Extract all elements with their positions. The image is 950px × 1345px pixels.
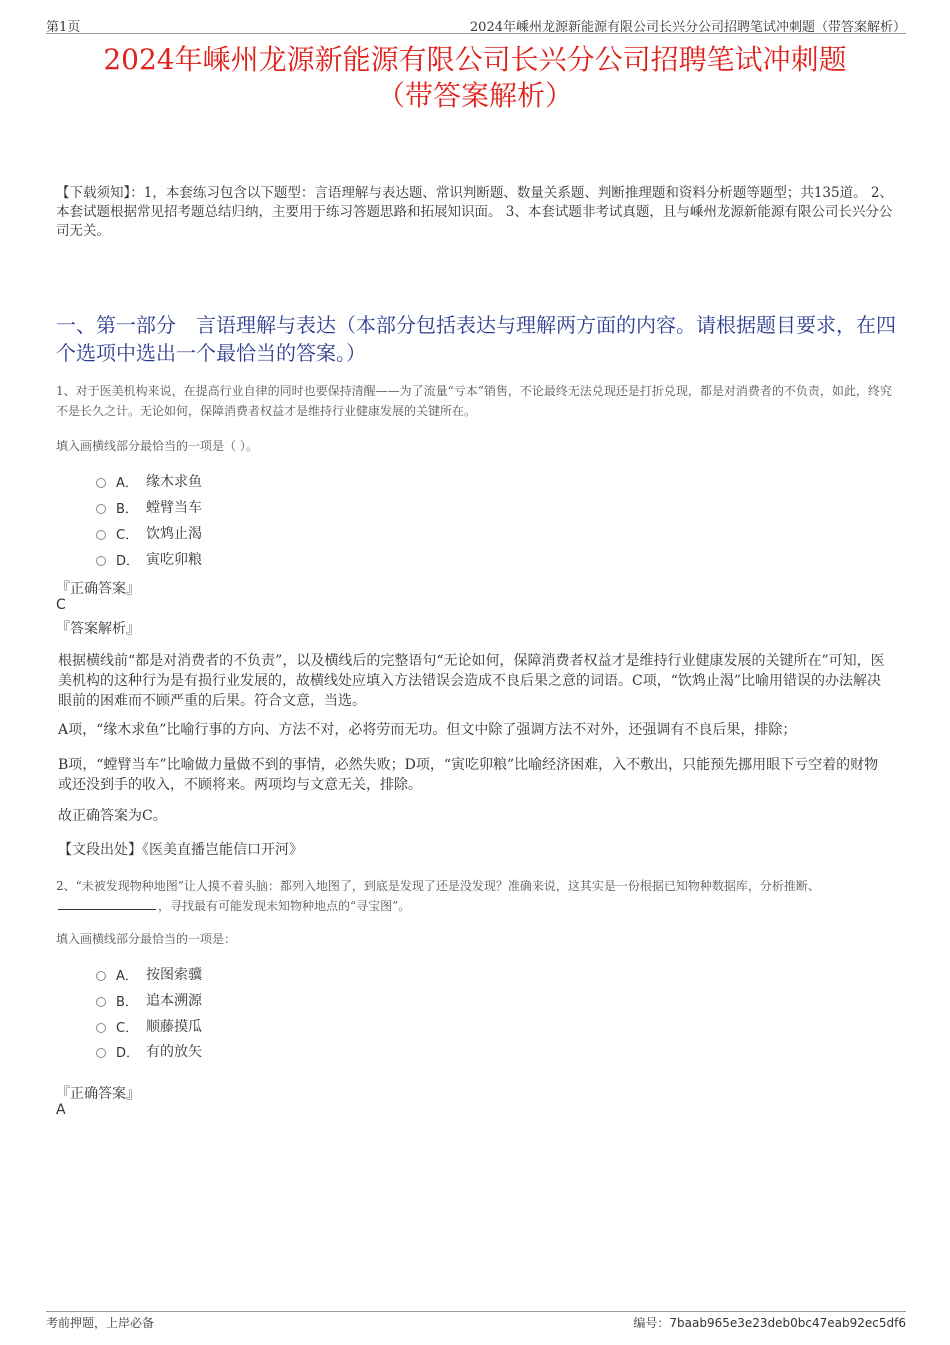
option-key: A．	[116, 968, 138, 984]
question-2-text	[56, 876, 896, 916]
header-divider	[46, 33, 906, 34]
option-text: 追本溯源	[146, 993, 202, 1009]
question-1-option-c[interactable]	[96, 523, 202, 543]
question-1-analysis-label: 『答案解析』	[56, 621, 140, 637]
question-1-option-a[interactable]	[96, 471, 202, 491]
option-key: B．	[116, 994, 138, 1010]
radio-icon[interactable]	[96, 997, 106, 1007]
answer-blank	[58, 897, 156, 910]
option-text: 有的放矢	[146, 1044, 202, 1060]
radio-icon[interactable]	[96, 530, 106, 540]
document-title	[40, 42, 910, 114]
question-2-option-a[interactable]	[96, 964, 202, 984]
running-header-title: 2024年嵊州龙源新能源有限公司长兴分公司招聘笔试冲刺题（带答案解析）	[469, 20, 906, 35]
analysis-paragraph: A项，“缘木求鱼”比喻行事的方向、方法不对，必将劳而无功。但文中除了强调方法不对外，还强调有不良后果，排除；	[58, 722, 797, 738]
option-key: D．	[116, 553, 140, 569]
option-text: 缘木求鱼	[146, 474, 202, 490]
question-1-option-d[interactable]	[96, 549, 202, 569]
question-1-answer: C	[56, 597, 66, 613]
footer-slogan: 考前押题，上岸必备	[46, 1316, 155, 1330]
question-2-answer-label: 『正确答案』	[56, 1086, 140, 1102]
analysis-paragraph: 故正确答案为C。	[58, 808, 167, 824]
question-2-answer: A	[56, 1102, 66, 1118]
question-1-prompt: 填入画横线部分最恰当的一项是（ ）。	[56, 439, 258, 453]
option-key: D．	[116, 1045, 140, 1061]
question-2-text-before: 2、“未被发现物种地图”让人摸不着头脑：都列入地图了，到底是发现了还是没发现？准确来说，这其实是一份根据已知物种数据库，分析推断、	[56, 879, 820, 893]
question-1-option-b[interactable]	[96, 497, 202, 517]
question-2-option-b[interactable]	[96, 990, 202, 1010]
question-2-option-c[interactable]	[96, 1016, 202, 1036]
option-text: 螳臂当车	[146, 500, 202, 516]
question-2-prompt: 填入画横线部分最恰当的一项是：	[56, 932, 237, 946]
radio-icon[interactable]	[96, 1023, 106, 1033]
question-2-option-d[interactable]	[96, 1041, 202, 1061]
download-notice: 【下载须知】：1，本套练习包含以下题型：言语理解与表达题、常识判断题、数量关系题、判断推理题和资料分析题等题型；共135道。 2、本套试题根据常见招考题总结归纳，主要用于练习答题思路和拓展知识面。 3、本套试题非考试真题，且与嵊州龙源新能源有限公司长兴分公司无关。	[56, 185, 893, 239]
option-key: A．	[116, 475, 138, 491]
option-text: 按图索骥	[146, 967, 202, 983]
title-line-2: （带答案解析）	[376, 79, 573, 112]
option-text: 寅吃卯粮	[146, 552, 202, 568]
radio-icon[interactable]	[96, 556, 106, 566]
option-key: C．	[116, 527, 139, 543]
radio-icon[interactable]	[96, 1048, 106, 1058]
question-1-source: 【文段出处】《医美直播岂能信口开河》	[58, 842, 303, 858]
radio-icon[interactable]	[96, 504, 106, 514]
title-line-1: 2024年嵊州龙源新能源有限公司长兴分公司招聘笔试冲刺题	[103, 43, 847, 76]
analysis-paragraph: 根据横线前“都是对消费者的不负责”，以及横线后的完整语句“无论如何，保障消费者权益才是维持行业健康发展的关键所在”可知，医美机构的这种行为是有损行业发展的，故横线处应填入方法错误会造成不良后果之意的词语。C项，“饮鸩止渴”比喻用错误的办法解决眼前的困难而不顾严重的后果。符合文意，当选。	[58, 653, 885, 709]
radio-icon[interactable]	[96, 971, 106, 981]
section-heading: 一、第一部分 言语理解与表达（本部分包括表达与理解两方面的内容。请根据题目要求，在四个选项中选出一个最恰当的答案。）	[56, 313, 896, 365]
code-label: 编号：	[633, 1316, 670, 1330]
option-text: 饮鸩止渴	[146, 526, 202, 542]
option-key: C．	[116, 1020, 139, 1036]
question-1-answer-label: 『正确答案』	[56, 581, 140, 597]
option-text: 顺藤摸瓜	[146, 1019, 202, 1035]
analysis-paragraph: B项，“螳臂当车”比喻做力量做不到的事情，必然失败；D项，“寅吃卯粮”比喻经济困难，入不敷出，只能预先挪用眼下亏空着的财物或还没到手的收入，不顾将来。两项均与文意无关，排除。	[58, 757, 879, 793]
option-key: B．	[116, 501, 138, 517]
footer-divider	[46, 1311, 906, 1312]
question-2-text-after: ，寻找最有可能发现未知物种地点的“寻宝图”。	[158, 899, 411, 913]
question-1-text: 1、对于医美机构来说，在提高行业自律的同时也要保持清醒——为了流量“亏本”销售，不论最终无法兑现还是打折兑现，都是对消费者的不负责，如此，终究不是长久之计。无论如何，保障消费者权益才是维持行业健康发展的关键所在。	[56, 384, 892, 418]
radio-icon[interactable]	[96, 478, 106, 488]
page-number: 第1页	[46, 20, 81, 35]
code-value: 7baab965e3e23deb0bc47eab92ec5df6	[669, 1316, 906, 1330]
footer-code	[633, 1314, 906, 1331]
